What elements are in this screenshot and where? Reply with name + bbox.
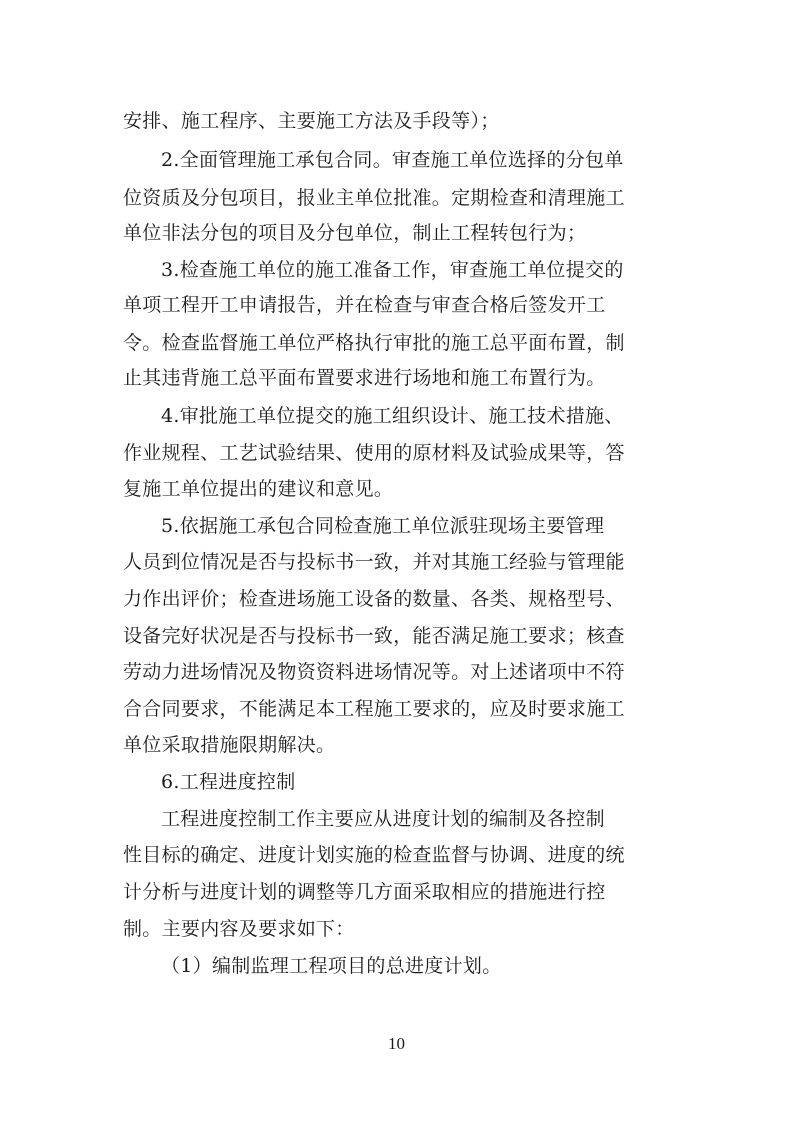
text-line: 计分析与进度计划的调整等几方面采取相应的措施进行控 [123, 881, 606, 903]
text-line: 止其违背施工总平面布置要求进行场地和施工布置行为。 [123, 367, 606, 389]
text-line: 单位采取措施限期解决。 [123, 734, 336, 756]
text-line: 令。检查监督施工单位严格执行审批的施工总平面布置，制 [123, 332, 625, 354]
text-line: 工程进度控制工作主要应从进度计划的编制及各控制 [161, 808, 605, 830]
text-line: 合合同要求，不能满足本工程施工要求的，应及时要求施工 [123, 698, 625, 720]
text-line: 作业规程、工艺试验结果、使用的原材料及试验成果等，答 [123, 442, 625, 464]
text-line: 性目标的确定、进度计划实施的检查监督与协调、进度的统 [123, 844, 625, 866]
text-line: 单项工程开工申请报告，并在检查与审查合格后签发开工 [123, 294, 606, 316]
text-line: 3.检查施工单位的施工准备工作，审查施工单位提交的 [161, 259, 624, 281]
text-line: 位资质及分包项目，报业主单位批准。定期检查和清理施工 [123, 187, 625, 209]
page-number: 10 [388, 1034, 405, 1053]
text-line: 人员到位情况是否与投标书一致，并对其施工经验与管理能 [123, 551, 625, 573]
text-line: 单位非法分包的项目及分包单位，制止工程转包行为； [123, 222, 587, 244]
text-line: 设备完好状况是否与投标书一致，能否满足施工要求；核查 [123, 625, 625, 647]
text-line: 劳动力进场情况及物资资料进场情况等。对上述诸项中不符 [123, 661, 625, 683]
text-line: （1）编制监理工程项目的总进度计划。 [161, 955, 502, 977]
text-line: 5.依据施工承包合同检查施工单位派驻现场主要管理 [161, 515, 605, 537]
text-line: 2.全面管理施工承包合同。审查施工单位选择的分包单 [161, 149, 624, 171]
text-line: 力作出评价；检查进场施工设备的数量、各类、规格型号、 [123, 588, 625, 610]
section-heading: 6.工程进度控制 [161, 771, 296, 793]
text-line: 制。主要内容及要求如下： [123, 918, 355, 940]
text-line: 安排、施工程序、主要施工方法及手段等）； [123, 110, 500, 132]
text-line: 4.审批施工单位提交的施工组织设计、施工技术措施、 [161, 405, 624, 427]
text-line: 复施工单位提出的建议和意见。 [123, 478, 394, 500]
